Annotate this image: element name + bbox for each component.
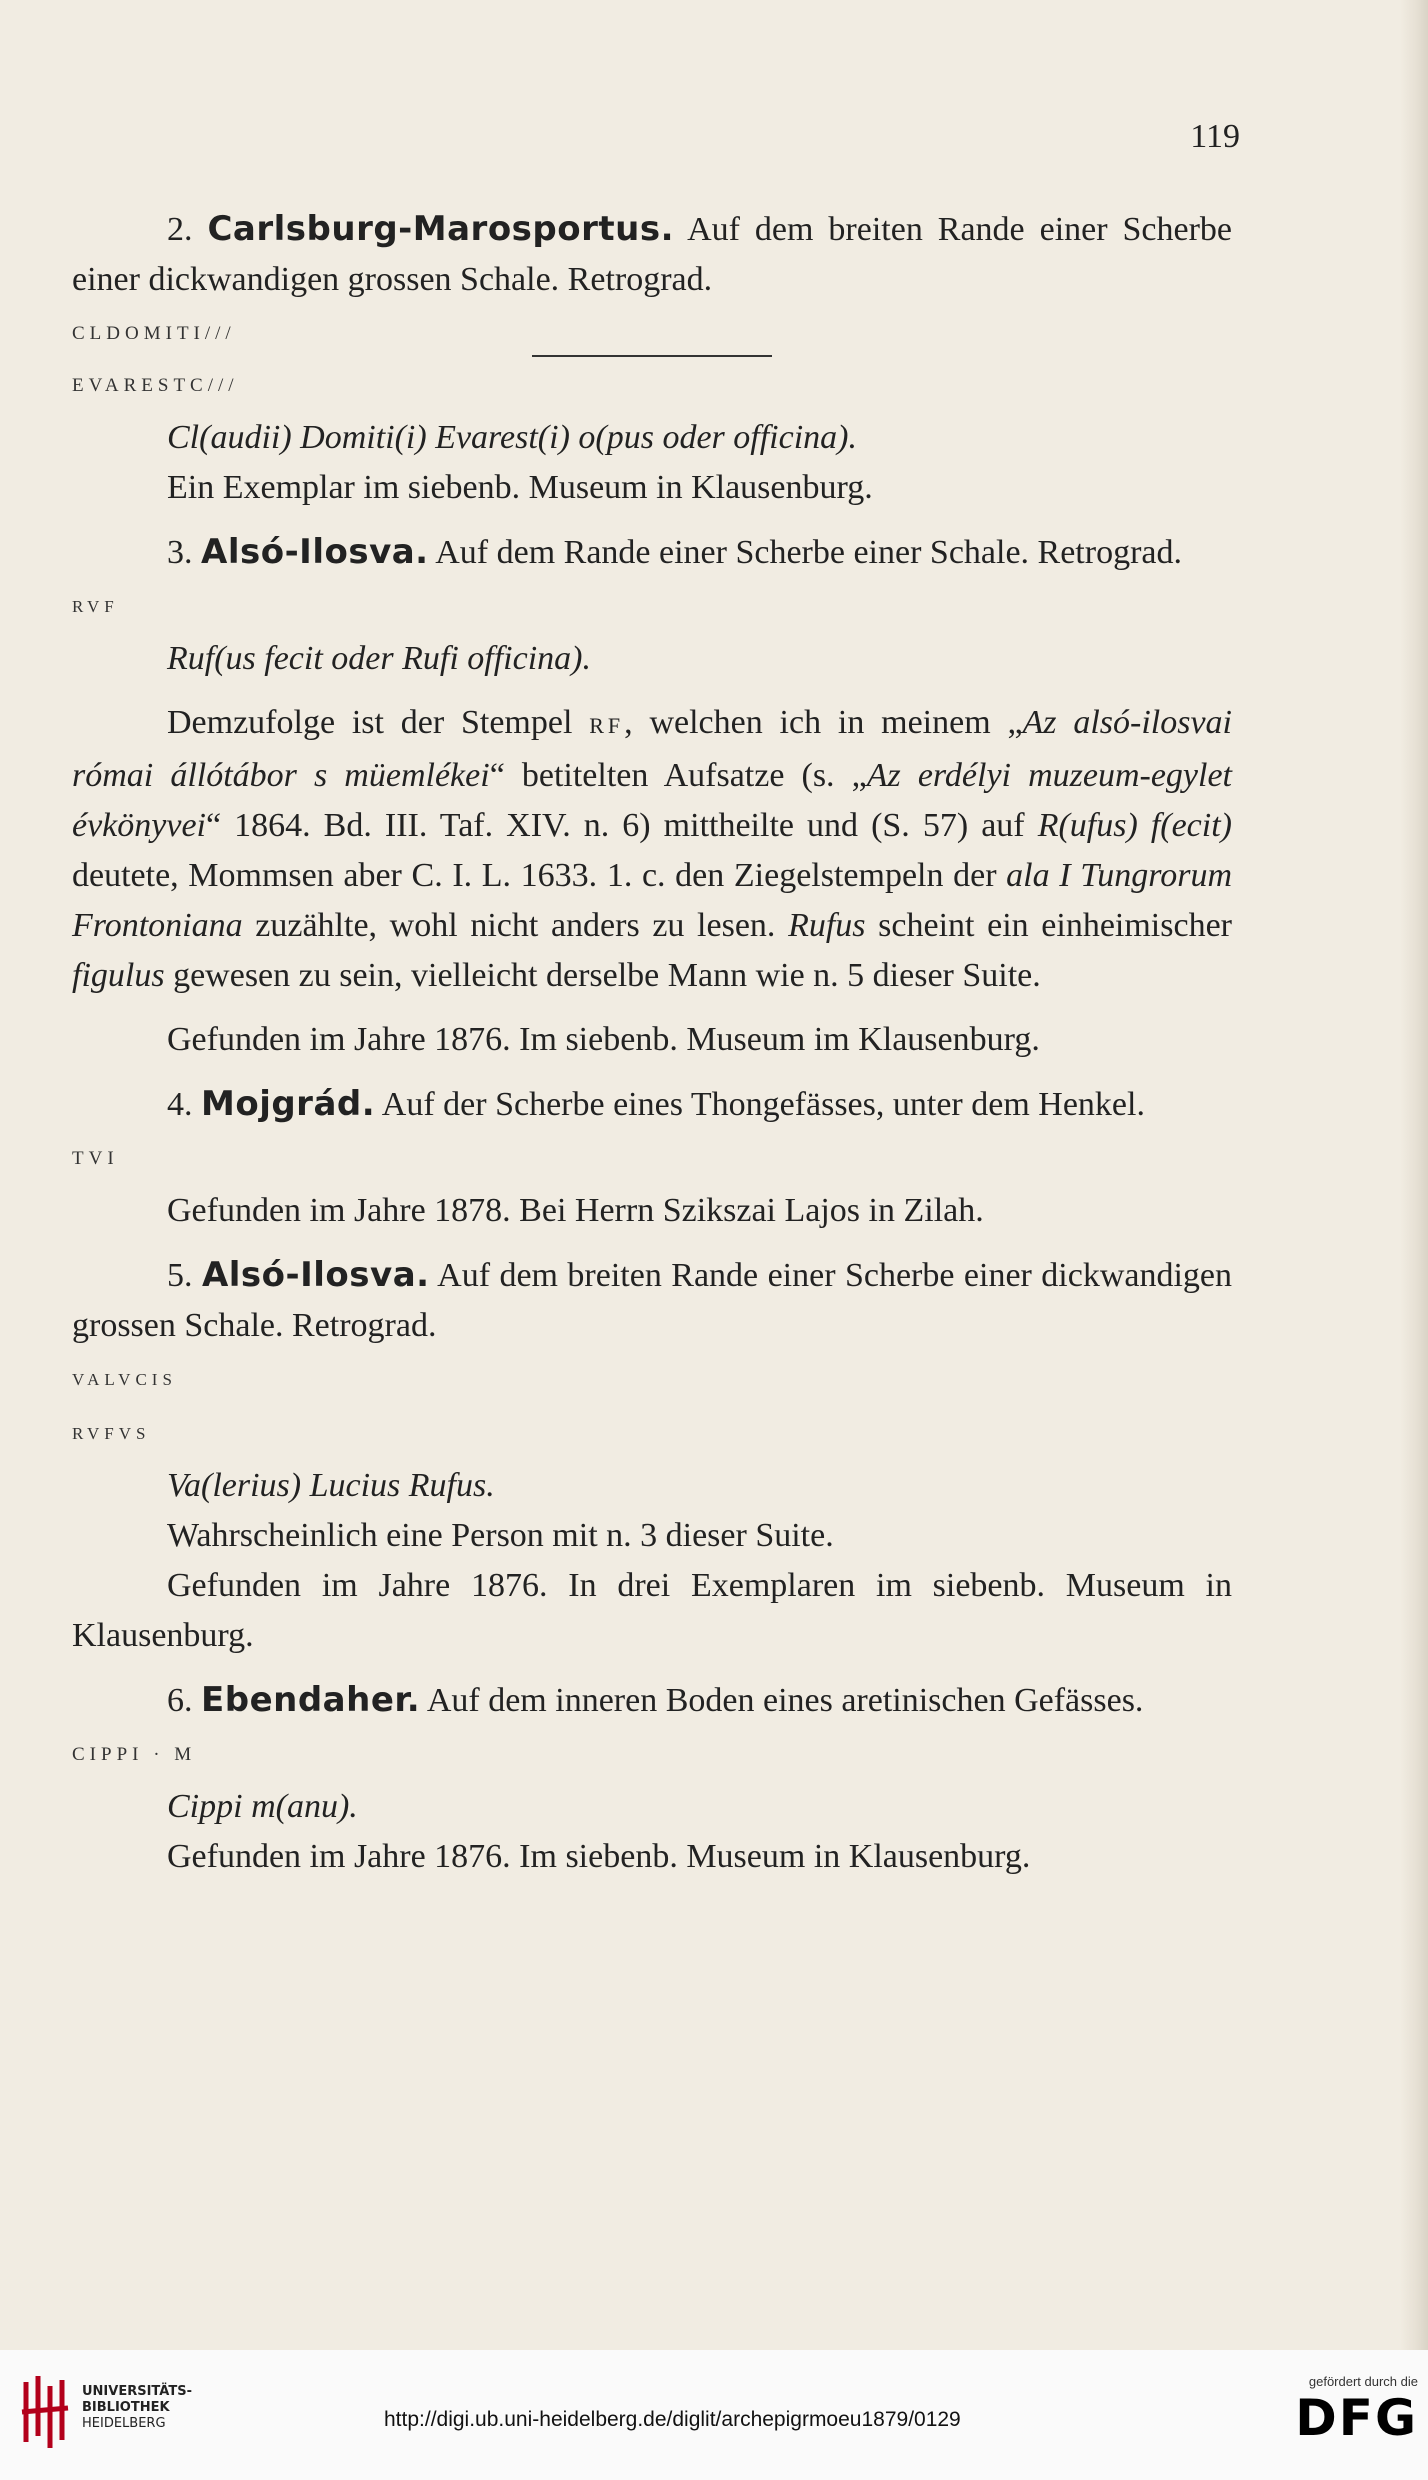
found-note: Gefunden im Jahre 1876. Im siebenb. Museum in Klausenburg. [167, 1838, 1031, 1875]
divider [532, 355, 772, 357]
stamp-line: EVARESTC/// [72, 375, 239, 396]
expansion: Cippi m(anu). [167, 1788, 358, 1825]
page-body [72, 204, 1232, 1882]
funding-caption: gefördert durch die [1308, 2374, 1418, 2389]
found-note: Gefunden im Jahre 1876. Im siebenb. Museum im Klausenburg. [167, 1021, 1040, 1058]
page-edge [1400, 0, 1428, 2350]
expansion: Ruf(us fecit oder Rufi officina). [167, 640, 591, 677]
note: Wahrscheinlich eine Person mit n. 3 dieser Suite. [167, 1517, 834, 1554]
viewer-footer [0, 2350, 1428, 2480]
entry-4: 4. Mojgrád. Auf der Scherbe eines Thongefässes, unter dem Henkel. [167, 1084, 1145, 1124]
expansion: Cl(audii) Domiti(i) Evarest(i) o(pus oder officina). [167, 419, 857, 456]
university-library-logo-icon [18, 2372, 72, 2452]
stamp-line: CIPPI · M [72, 1744, 197, 1765]
note: Ein Exemplar im siebenb. Museum in Klausenburg. [167, 469, 873, 506]
found-note: Gefunden im Jahre 1878. Bei Herrn Szikszai Lajos in Zilah. [167, 1192, 984, 1229]
entry-6: 6. Ebendaher. Auf dem inneren Boden eines aretinischen Gefässes. [167, 1680, 1144, 1720]
entry-place: Carlsburg-Marosportus. [207, 209, 674, 249]
entry-place: Ebendaher. [201, 1680, 421, 1720]
entry-place: Mojgrád. [201, 1084, 376, 1124]
library-name: UNIVERSITÄTS- BIBLIOTHEK HEIDELBERG [82, 2384, 192, 2431]
dfg-logo: DFG [1295, 2389, 1418, 2447]
entry-2: 2. Carlsburg-Marosportus. Auf dem breiten Rande einer Scherbe einer dickwandigen grossen Schale. Retrograd. [72, 209, 1233, 298]
stamp-line: VALVCIS [72, 1370, 177, 1389]
entry-3: 3. Alsó-Ilosva. Auf dem Rande einer Scherbe einer Schale. Retrograd. [167, 532, 1182, 572]
discussion: Demzufolge ist der Stempel RF, welchen ich in meinem „Az alsó-ilosvai római állótábor s müemlékei“ betitelten Aufsatze (s. „Az erdélyi muzeum-egylet évkönyvei“ 1864. Bd. III. Taf. XIV. n. 6) mittheilte und (S. 57) auf R(ufus) f(ecit) deutete, Mommsen aber C. I. L. 1633. 1. c. den Ziegelstempeln der ala I Tungrorum Frontoniana zuzählte, wohl nicht anders zu lesen. Rufus scheint ein einheimischer figulus gewesen zu sein, vielleicht derselbe Mann wie n. 5 dieser Suite. [72, 704, 1232, 994]
page-number: 119 [1190, 118, 1240, 155]
stamp-line: TVI [72, 1148, 119, 1169]
permalink[interactable]: http://digi.ub.uni-heidelberg.de/diglit/archepigrmoeu1879/0129 [384, 2408, 961, 2431]
found-note: Gefunden im Jahre 1876. In drei Exemplaren im siebenb. Museum in Klausenburg. [72, 1567, 1232, 1654]
stamp-line: CLDOMITI/// [72, 323, 236, 344]
stamp-line: RVF [72, 597, 119, 616]
dfg-credit [1268, 2374, 1418, 2447]
stamp-line: RVFVS [72, 1424, 151, 1443]
expansion: Va(lerius) Lucius Rufus. [167, 1467, 495, 1504]
entry-place: Alsó-Ilosva. [201, 1255, 430, 1295]
entry-place: Alsó-Ilosva. [201, 532, 429, 572]
entry-5: 5. Alsó-Ilosva. Auf dem breiten Rande einer Scherbe einer dickwandigen grossen Schale. Retrograd. [72, 1255, 1233, 1344]
